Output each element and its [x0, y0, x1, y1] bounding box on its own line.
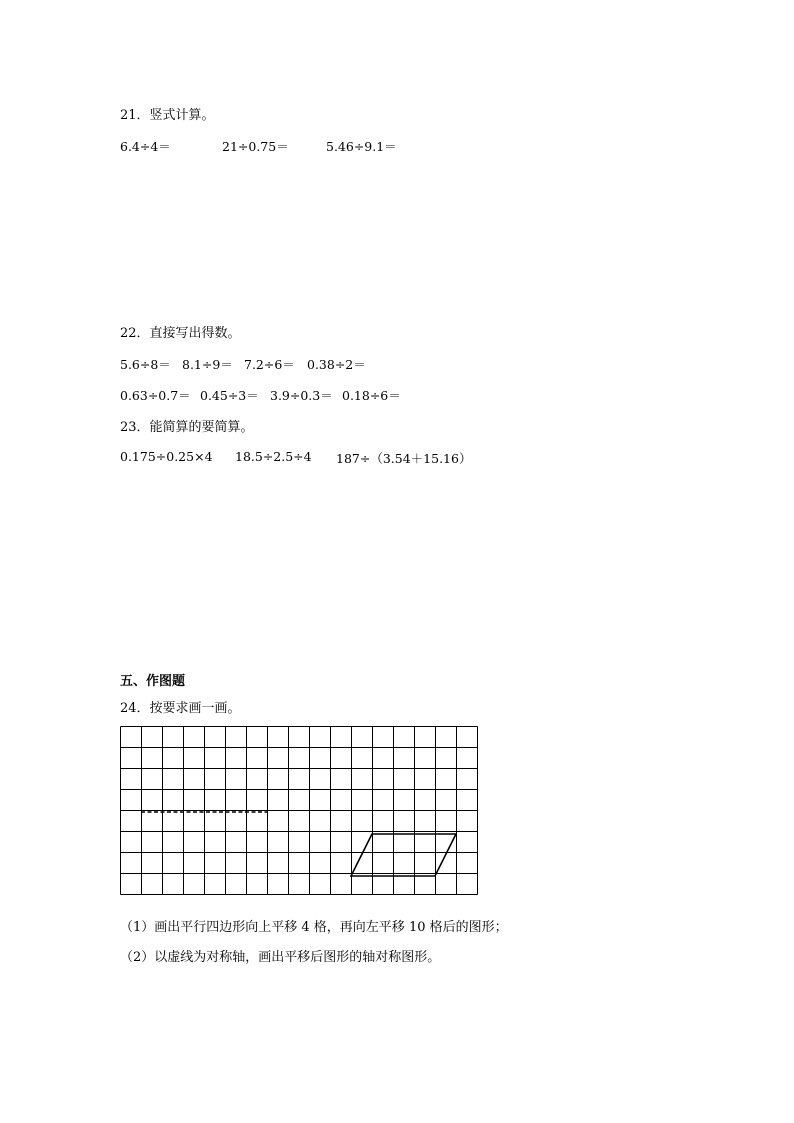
q22-r1-expr-2: 8.1÷9＝	[182, 357, 233, 372]
drawing-grid[interactable]	[120, 726, 478, 898]
q21-expr-2: 21÷0.75＝	[222, 139, 289, 154]
q22-r1-expr-3: 7.2÷6＝	[244, 357, 295, 372]
q22-r2-expr-3: 3.9÷0.3＝	[270, 388, 333, 403]
q23-expr-3: 187÷（3.54＋15.16）	[336, 451, 472, 466]
section-title: 五、作图题	[120, 674, 186, 689]
grid-svg	[120, 726, 478, 898]
q23-title: 23．能简算的要简算。	[120, 420, 254, 435]
q21-expr-1: 6.4÷4＝	[120, 139, 171, 154]
q21-title: 21．竖式计算。	[120, 108, 215, 123]
q22-r1-expr-1: 5.6÷8＝	[120, 357, 171, 372]
q22-r2-expr-2: 0.45÷3＝	[200, 388, 259, 403]
q22-title: 22．直接写出得数。	[120, 326, 241, 341]
q22-r2-expr-4: 0.18÷6＝	[342, 388, 401, 403]
grid-lines	[121, 727, 478, 895]
q24-instruction-2: （2）以虚线为对称轴，画出平移后图形的轴对称图形。	[120, 950, 441, 965]
q22-r2-expr-1: 0.63÷0.7＝	[120, 388, 191, 403]
q22-r1-expr-4: 0.38÷2＝	[307, 357, 366, 372]
parallelogram	[351, 834, 456, 876]
q23-expr-2: 18.5÷2.5÷4	[235, 449, 312, 464]
q23-expr-1: 0.175÷0.25×4	[120, 449, 213, 464]
q24-instruction-1: （1）画出平行四边形向上平移 4 格，再向左平移 10 格后的图形；	[120, 920, 508, 935]
q21-expr-3: 5.46÷9.1＝	[326, 139, 397, 154]
q24-title: 24．按要求画一画。	[120, 701, 241, 716]
